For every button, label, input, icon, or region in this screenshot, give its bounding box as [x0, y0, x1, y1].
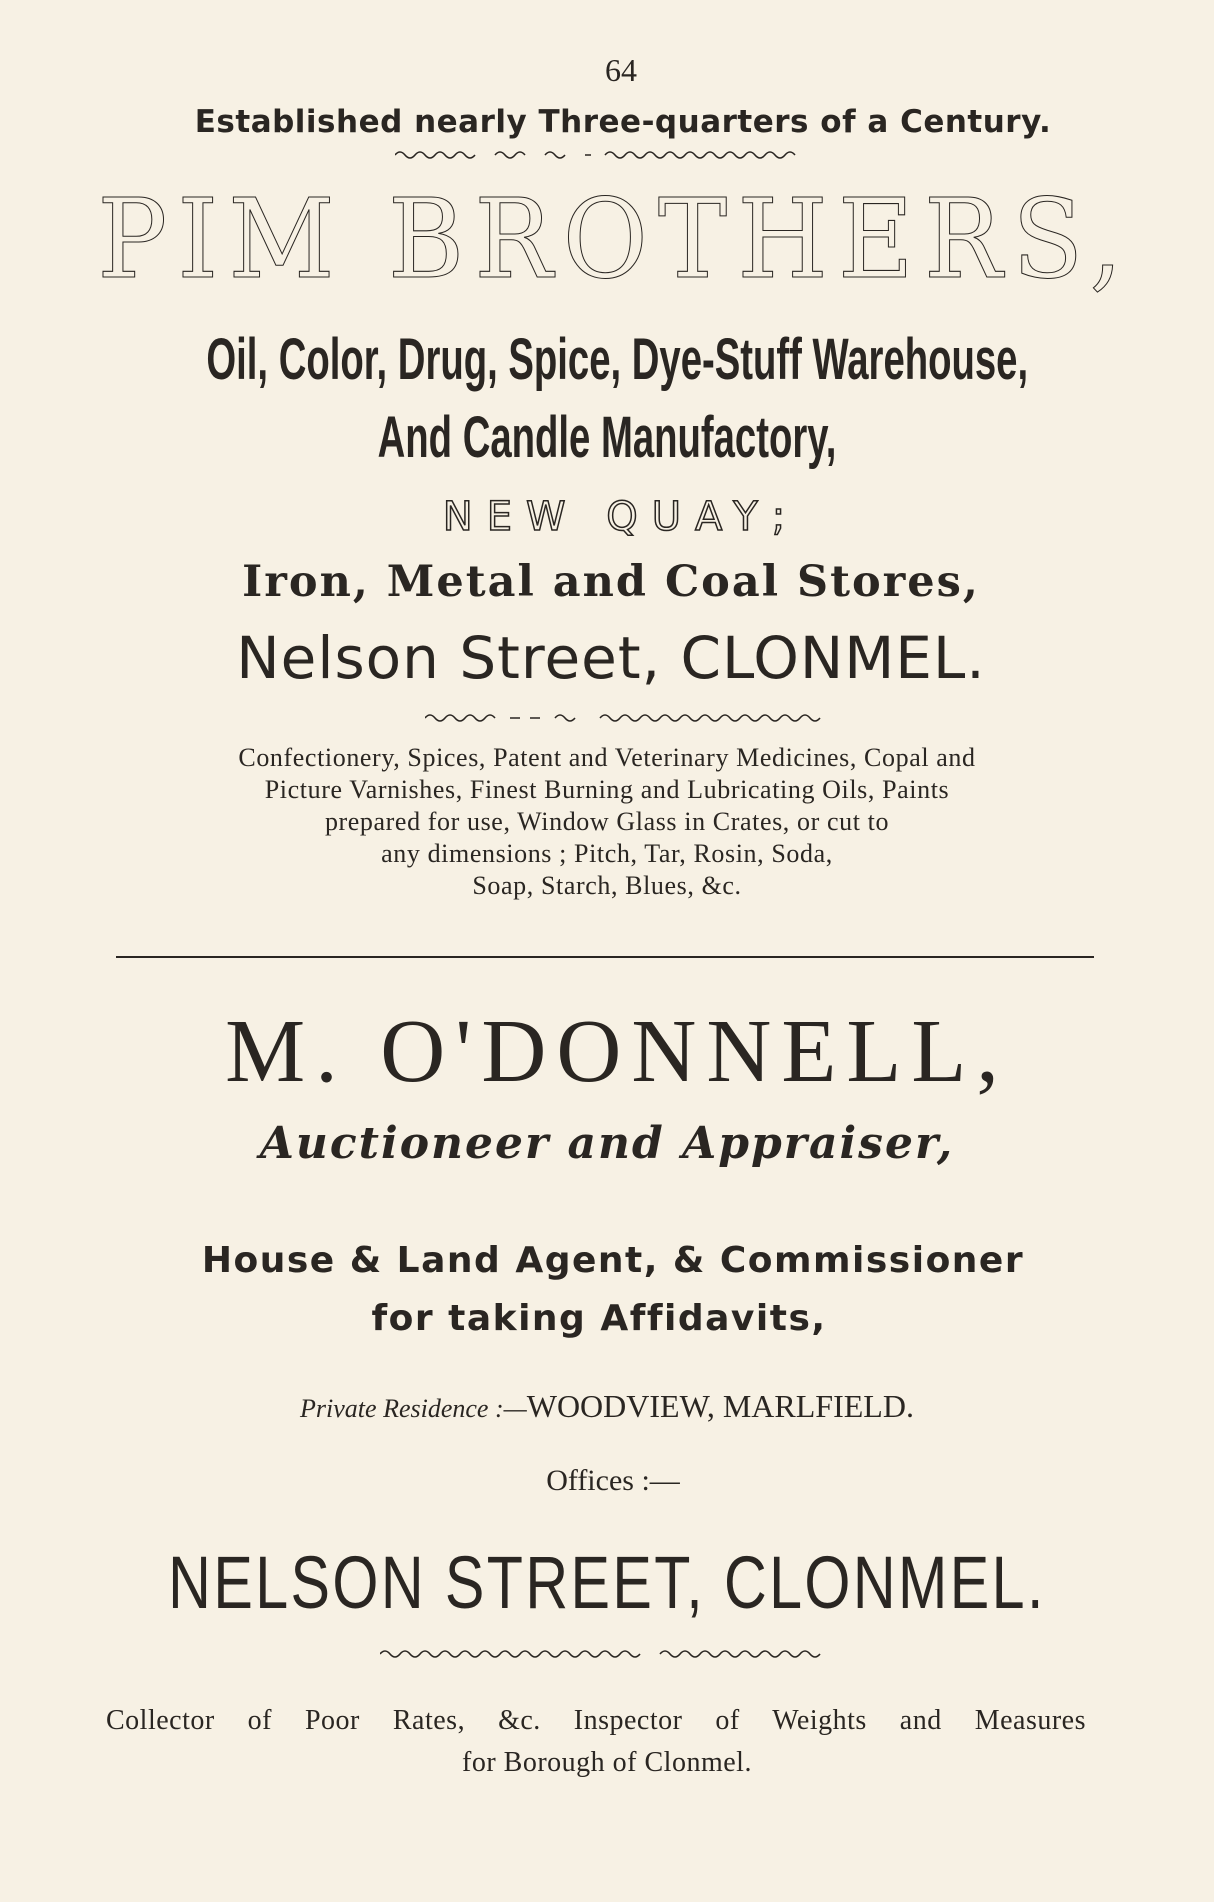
odonnell-residence	[0, 1388, 1214, 1425]
description-line: Confectionery, Spices, Patent and Veterinary Medicines, Copal and	[238, 743, 976, 772]
odonnell-name: M. O'DONNELL,	[225, 1002, 1009, 1101]
description-line: prepared for use, Window Glass in Crates, or cut to	[324, 807, 890, 836]
odonnell-agent-line1: House & Land Agent, & Commissioner	[201, 1240, 1025, 1281]
ornament-squiggle-middle	[425, 710, 825, 724]
pim-candle-line: And Candle Manufactory,	[377, 405, 837, 470]
odonnell-agent-line2: for taking Affidavits,	[371, 1298, 827, 1339]
description-line: any dimensions ; Pitch, Tar, Rosin, Soda,	[381, 839, 833, 868]
pim-brothers-name: PIM BROTHERS,	[97, 174, 1133, 304]
description-line: Soap, Starch, Blues, &c.	[472, 871, 742, 900]
established-heading: Established nearly Three-quarters of a Century.	[194, 104, 1052, 140]
odonnell-offices-label: Offices :—	[546, 1464, 680, 1497]
ornament-squiggle-top	[395, 147, 815, 161]
collector-line2: for Borough of Clonmel.	[462, 1747, 752, 1778]
page-number: 64	[605, 52, 637, 88]
collector-line1: Collector of Poor Rates, &c. Inspector of Weights and Measures	[106, 1705, 1086, 1736]
pim-description	[100, 742, 1114, 902]
section-divider	[116, 956, 1094, 958]
odonnell-title: Auctioneer and Appraiser,	[259, 1118, 955, 1169]
odonnell-collector	[100, 1700, 1114, 1784]
pim-stores-line: Iron, Metal and Coal Stores,	[242, 557, 980, 607]
pim-new-quay: NEW QUAY;	[442, 494, 800, 540]
odonnell-address: NELSON STREET, CLONMEL.	[168, 1541, 1046, 1624]
pim-address: Nelson Street, CLONMEL.	[236, 624, 986, 692]
residence-label: Private Residence :—	[300, 1394, 527, 1423]
residence-value: WOODVIEW, MARLFIELD.	[526, 1388, 914, 1424]
pim-trade-line: Oil, Color, Drug, Spice, Dye-Stuff Warehouse,	[206, 327, 1029, 392]
ornament-squiggle-bottom	[380, 1646, 830, 1660]
description-line: Picture Varnishes, Finest Burning and Lubricating Oils, Paints	[264, 775, 950, 804]
